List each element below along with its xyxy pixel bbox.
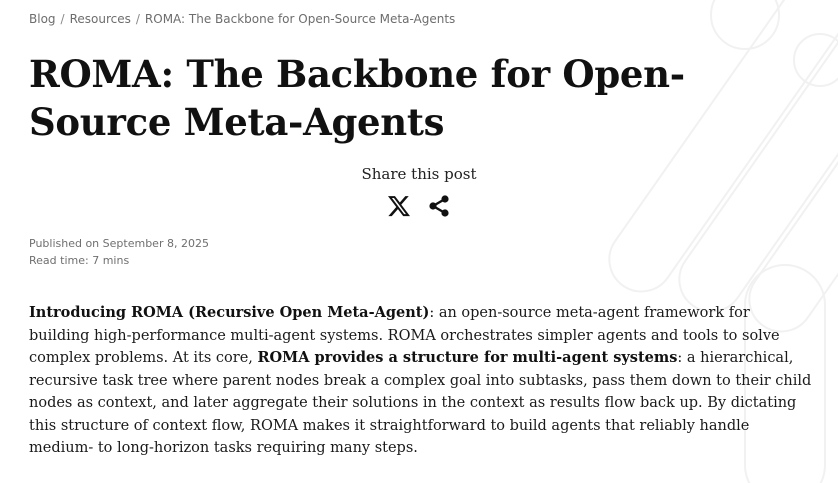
read-time-value: 7 mins [92,254,130,267]
breadcrumb-resources[interactable]: Resources [69,12,131,26]
read-time-label: Read time: [29,254,89,267]
breadcrumb [29,12,455,26]
breadcrumb-current-page: ROMA: The Backbone for Open-Source Meta-Agents [144,12,456,26]
share-section [0,165,838,219]
published-label: Published on [29,237,100,250]
article-meta [29,235,209,269]
share-icon [427,194,451,218]
intro-bold-structure: ROMA provides a structure for multi-agent systems [257,349,678,366]
intro-paragraph [29,302,814,460]
share-icons [0,193,838,219]
breadcrumb-blog[interactable]: Blog [29,12,56,26]
x-share-button[interactable] [386,193,412,219]
breadcrumb-separator: / [60,12,65,26]
x-icon [388,195,410,217]
intro-text-1: : an open-source meta-agent framework for building high-performance multi-agent systems. ROMA orchestrates simpler agents and tools to solve complex problems. At its core, [29,305,780,366]
read-time-line [29,252,209,269]
intro-text-2: : a hierarchical, recursive task tree where parent nodes break a complex goal into subtasks, pass them down to their child nodes as context, and later aggregate their solutions in the context as results flow back up. By dictating this structure of context flow, ROMA makes it straightforward to build agents that reliably handle medium- to long-horizon tasks requiring many steps. [29,350,812,456]
published-date: September 8, 2025 [102,237,209,250]
published-line [29,235,209,252]
page-title: ROMA: The Backbone for Open-Source Meta-Agents [29,52,685,144]
breadcrumb-separator: / [135,12,140,26]
share-label: Share this post [361,165,477,183]
share-link-button[interactable] [426,193,452,219]
intro-bold-name: Introducing ROMA (Recursive Open Meta-Agent) [29,304,430,321]
